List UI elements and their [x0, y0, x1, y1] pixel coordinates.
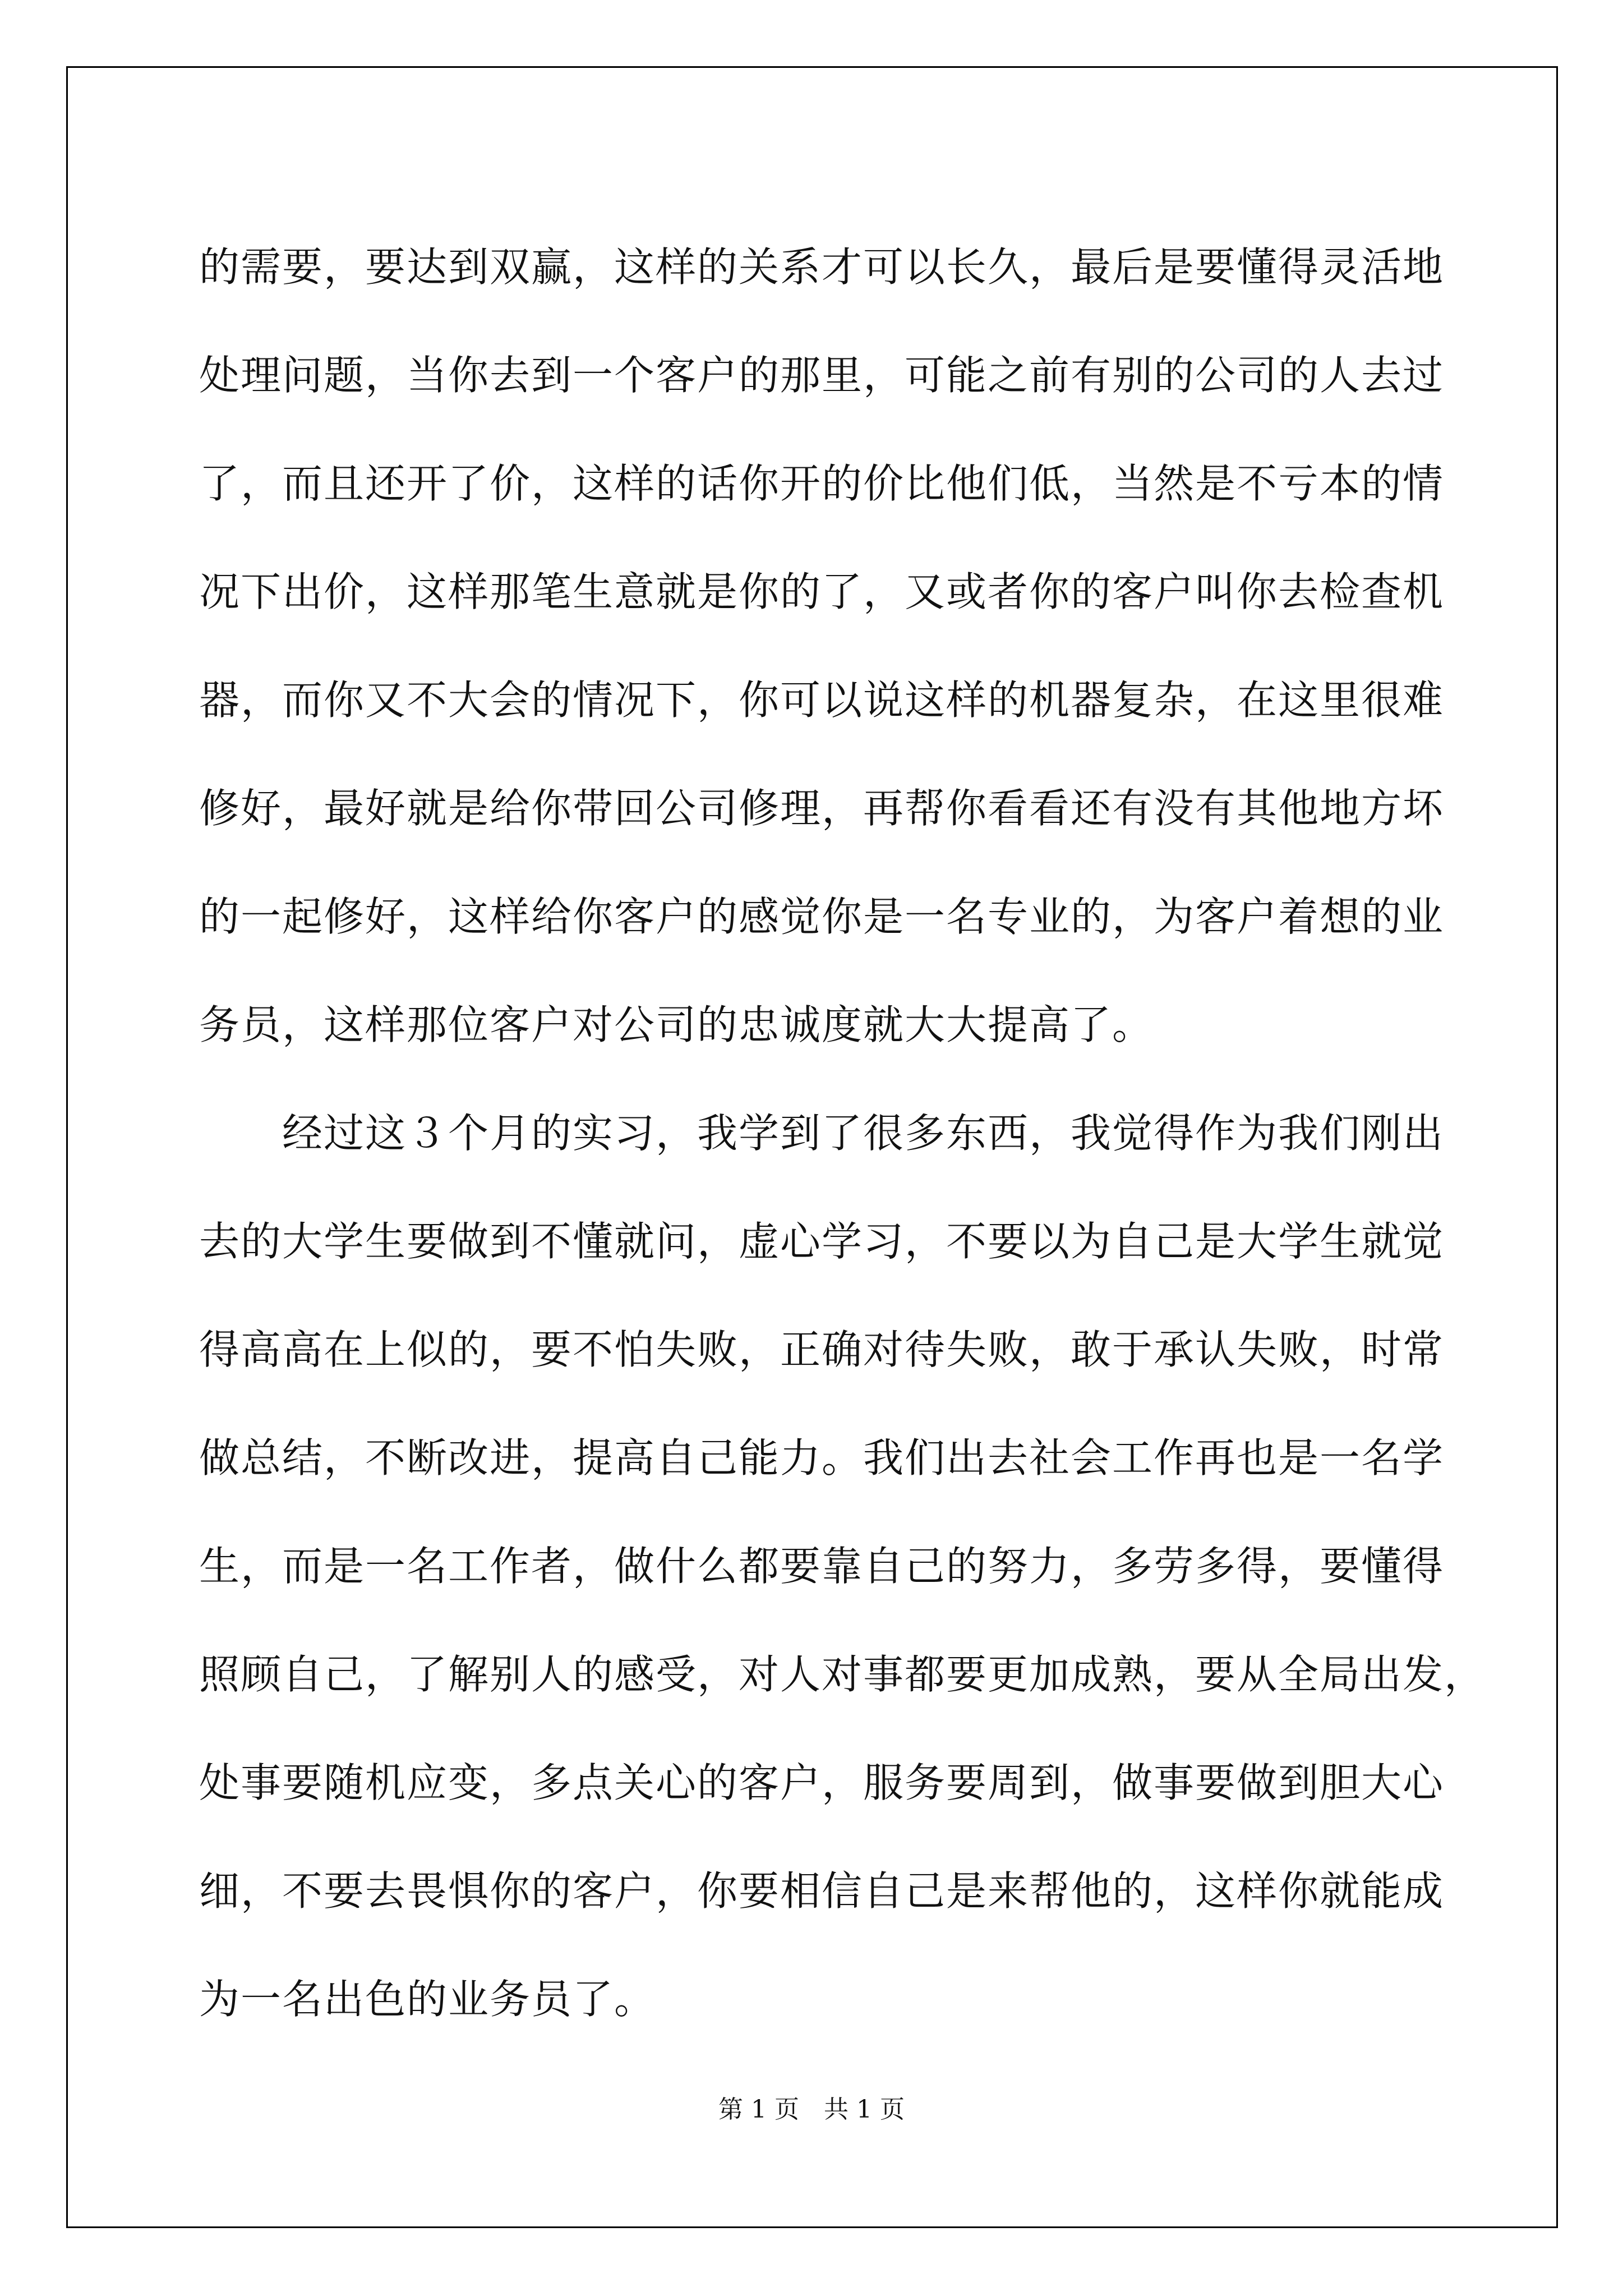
- text-line: 生，而是一名工作者，做什么都要靠自己的努力，多劳多得，要懂得: [199, 1543, 1445, 1590]
- text-line: 务员，这样那位客户对公司的忠诚度就大大提高了。: [199, 1001, 1154, 1048]
- document-body: [199, 213, 1486, 2054]
- page-number: 第 1 页 共 1 页: [718, 2095, 905, 2124]
- text-line: 做总结，不断改进，提高自己能力。我们出去社会工作再也是一名学: [199, 1434, 1445, 1481]
- text-line: 处事要随机应变，多点关心的客户，服务要周到，做事要做到胆大心: [199, 1759, 1445, 1806]
- text-line: 经过这３个月的实习，我学到了很多东西，我觉得作为我们刚出: [199, 1110, 1445, 1157]
- text-line: 为一名出色的业务员了。: [199, 1976, 656, 2023]
- text-line: 修好，最好就是给你带回公司修理，再帮你看看还有没有其他地方坏: [199, 785, 1445, 832]
- text-line: 况下出价，这样那笔生意就是你的了，又或者你的客户叫你去检查机: [199, 568, 1445, 615]
- text-line: 器，而你又不大会的情况下，你可以说这样的机器复杂，在这里很难: [199, 677, 1445, 724]
- text-line: 去的大学生要做到不懂就问，虚心学习，不要以为自己是大学生就觉: [199, 1218, 1445, 1265]
- text-line: 得高高在上似的，要不怕失败，正确对待失败，敢于承认失败，时常: [199, 1326, 1445, 1373]
- text-line: 细，不要去畏惧你的客户，你要相信自己是来帮他的，这样你就能成: [199, 1867, 1445, 1915]
- text-line: 的一起修好，这样给你客户的感觉你是一名专业的，为客户着想的业: [199, 893, 1445, 940]
- text-line: 了，而且还开了价，这样的话你开的价比他们低，当然是不亏本的情: [199, 460, 1445, 507]
- text-line: 的需要，要达到双赢，这样的关系才可以长久，最后是要懂得灵活地: [199, 243, 1445, 291]
- page-footer: [0, 2089, 1623, 2125]
- text-line: 照顾自己，了解别人的感受，对人对事都要更加成熟，要从全局出发，: [199, 1651, 1486, 1698]
- text-line: 处理问题，当你去到一个客户的那里，可能之前有别的公司的人去过: [199, 352, 1445, 399]
